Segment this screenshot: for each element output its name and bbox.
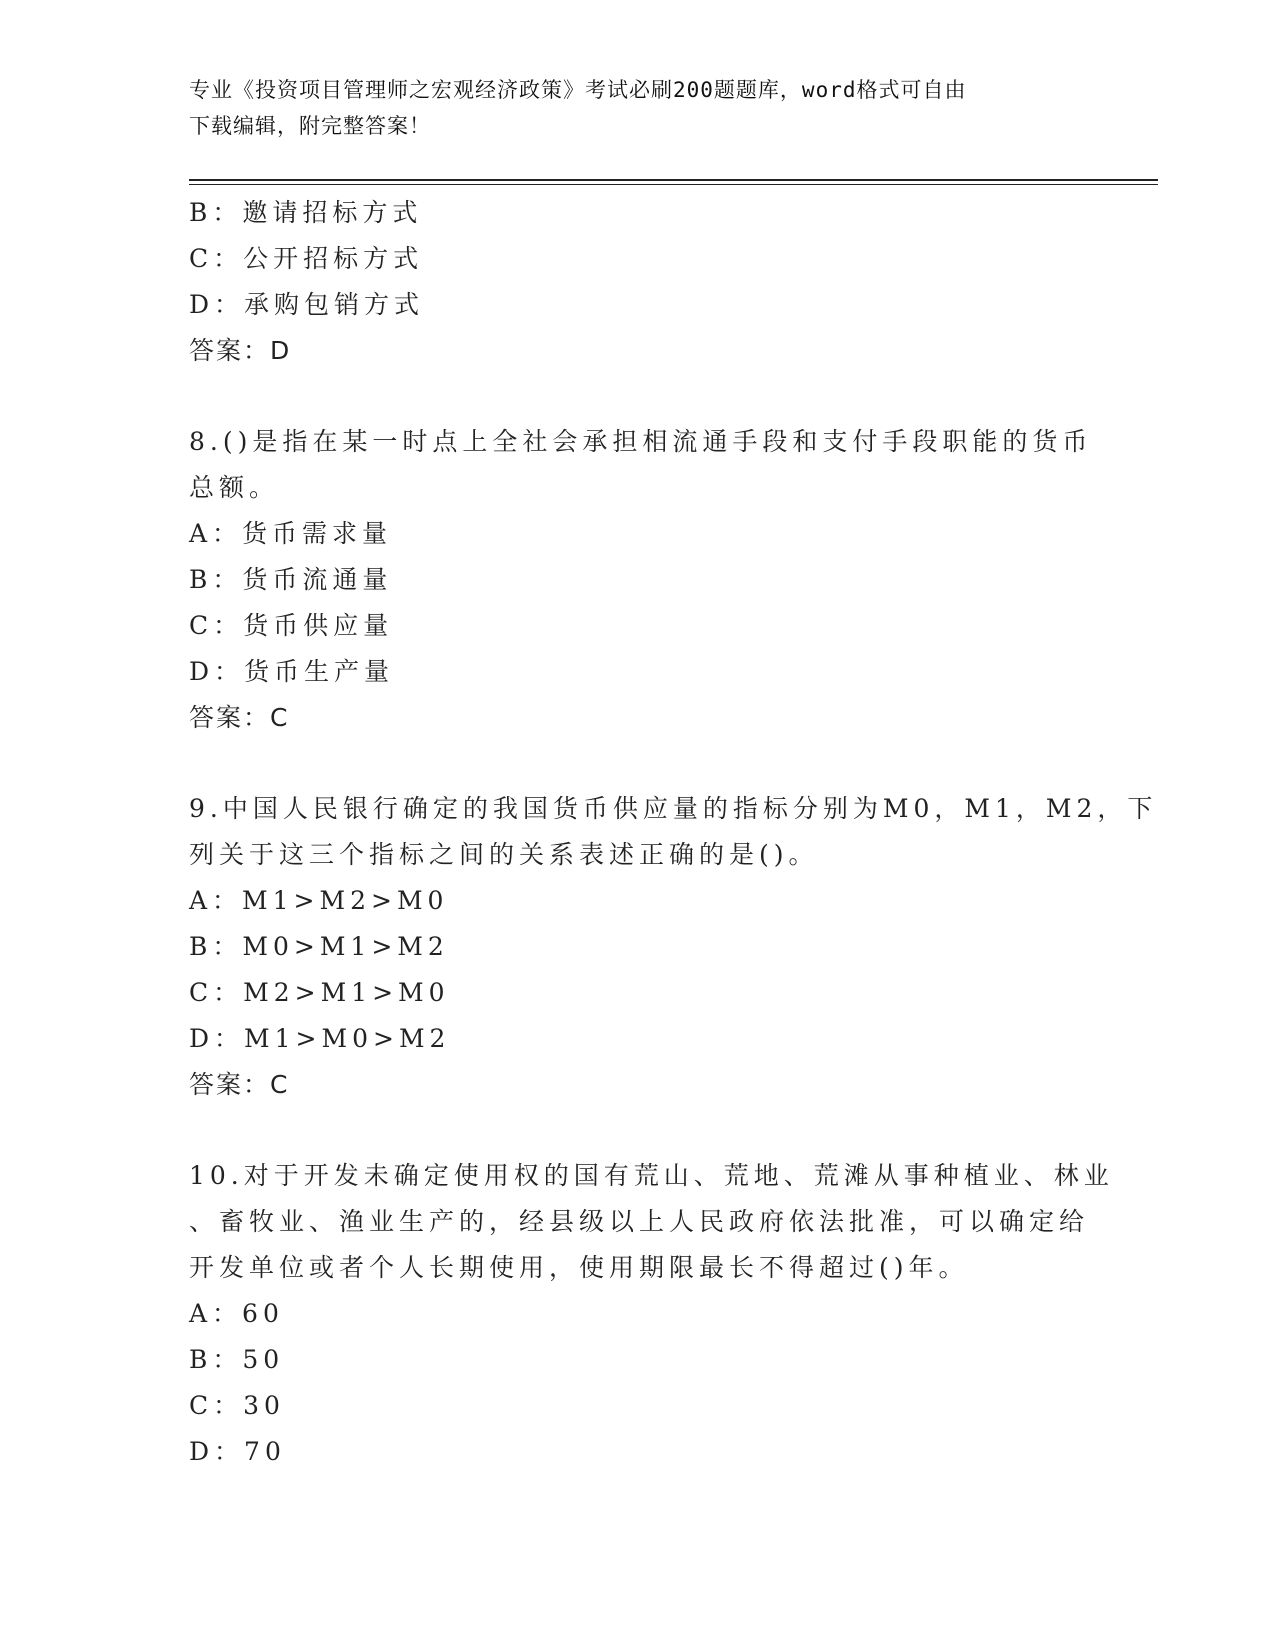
option-b: B：M0>M1>M2 <box>189 932 449 961</box>
option-b: B：货币流通量 <box>189 565 393 594</box>
option-d: D：承购包销方式 <box>189 290 425 319</box>
option-c: C：M2>M1>M0 <box>189 978 450 1007</box>
header-line-2: 下载编辑，附完整答案！ <box>189 114 431 138</box>
answer-line: 答案：C <box>189 1070 290 1099</box>
option-a: A：M1>M2>M0 <box>189 886 449 915</box>
option-b: B：50 <box>189 1345 285 1374</box>
question-text-line-1: 9.中国人民银行确定的我国货币供应量的指标分别为M0，M1，M2，下 <box>189 794 1158 823</box>
question-text-line-1: 8.()是指在某一时点上全社会承担相流通手段和支付手段职能的货币 <box>189 427 1093 456</box>
option-c: C：30 <box>189 1391 285 1420</box>
question-text-line-1: 10.对于开发未确定使用权的国有荒山、荒地、荒滩从事种植业、林业 <box>189 1161 1114 1190</box>
question-list <box>189 190 1158 1475</box>
question-9 <box>189 786 1158 1108</box>
question-spacer <box>189 374 1089 419</box>
option-d: D：货币生产量 <box>189 657 395 686</box>
option-b: B：邀请招标方式 <box>189 198 423 227</box>
option-c: C：公开招标方式 <box>189 244 424 273</box>
question-text-line-2: 、畜牧业、渔业生产的，经县级以上人民政府依法批准，可以确定给 <box>189 1207 1090 1236</box>
header-line-1: 专业《投资项目管理师之宏观经济政策》考试必刷200题题库，word格式可自由 <box>189 78 967 102</box>
option-d: D：70 <box>189 1437 286 1466</box>
question-7-tail <box>189 190 1089 374</box>
header-divider-thick <box>189 179 1158 181</box>
question-text-line-2: 总额。 <box>189 473 280 502</box>
question-spacer <box>189 1108 1089 1153</box>
answer-line: 答案：D <box>189 336 292 365</box>
question-text-line-2: 列关于这三个指标之间的关系表述正确的是()。 <box>189 840 819 869</box>
question-8 <box>189 419 1093 741</box>
question-spacer <box>189 741 1089 786</box>
question-10 <box>189 1153 1114 1475</box>
option-c: C：货币供应量 <box>189 611 394 640</box>
option-a: A：60 <box>189 1299 284 1328</box>
header-divider-thin <box>189 184 1158 185</box>
document-header <box>189 72 1069 144</box>
answer-line: 答案：C <box>189 703 290 732</box>
option-d: D：M1>M0>M2 <box>189 1024 451 1053</box>
question-text-line-3: 开发单位或者个人长期使用，使用期限最长不得超过()年。 <box>189 1253 969 1282</box>
option-a: A：货币需求量 <box>189 519 393 548</box>
